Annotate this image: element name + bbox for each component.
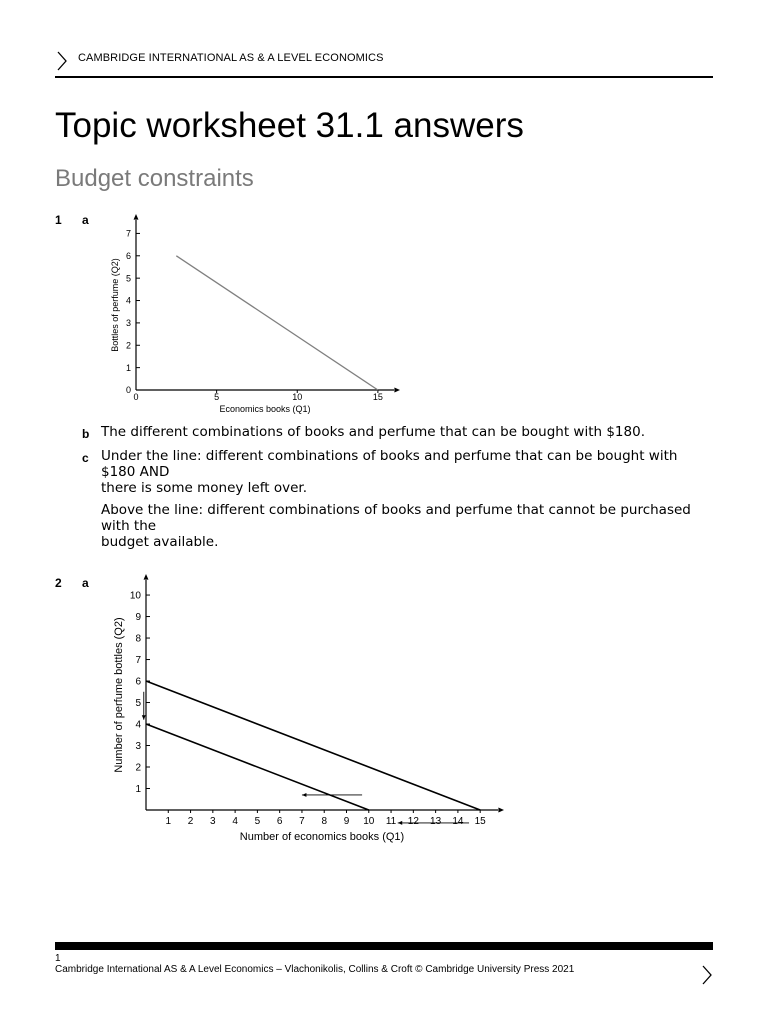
y-tick-label: 8 (135, 633, 141, 645)
budget-line-chart-1 (108, 208, 408, 418)
x-tick-label: 1 (165, 816, 172, 827)
y-axis-label: Number of perfume bottles (Q2) (113, 617, 125, 773)
y-tick-label: 4 (125, 295, 131, 306)
y-tick-label: 1 (135, 784, 141, 796)
x-axis-arrowhead (394, 388, 400, 393)
question-part-label: c (82, 451, 89, 465)
x-tick-label: 6 (276, 816, 283, 827)
shift-arrowhead (398, 821, 402, 825)
y-tick-label: 6 (125, 250, 131, 261)
y-tick-label: 4 (135, 719, 141, 731)
question-part-label: a (82, 576, 89, 590)
footer-copyright: Cambridge International AS & A Level Economics – Vlachonikolis, Collins & Croft © Cambridge University Press 2021 (55, 964, 575, 975)
page-number: 1 (55, 953, 61, 964)
question-part-label: a (82, 213, 89, 227)
x-tick-label: 0 (133, 392, 139, 402)
y-tick-label: 6 (135, 676, 141, 688)
next-page-chevron-icon[interactable] (700, 964, 714, 986)
x-axis-label: Economics books (Q1) (219, 404, 311, 414)
header-divider (55, 76, 713, 78)
x-axis-label: Number of economics books (Q1) (239, 831, 405, 843)
y-tick-label: 9 (135, 612, 141, 624)
x-tick-label: 13 (430, 816, 442, 827)
page-title: Topic worksheet 31.1 answers (55, 106, 524, 145)
question-number: 1 (55, 213, 62, 227)
answer-text: The different combinations of books and perfume that can be bought with $180. (101, 424, 645, 440)
footer-bar (55, 942, 713, 950)
budget-line-chart-2 (108, 574, 528, 854)
y-tick-label: 3 (125, 318, 131, 329)
x-tick-label: 2 (187, 816, 194, 827)
y-tick-label: 7 (125, 228, 131, 239)
x-tick-label: 11 (385, 816, 397, 827)
chart-ticks (126, 229, 383, 402)
y-tick-label: 1 (125, 362, 131, 373)
x-tick-label: 10 (292, 392, 303, 402)
x-tick-label: 5 (254, 816, 261, 827)
x-tick-label: 10 (363, 816, 375, 827)
y-tick-label: 10 (129, 590, 141, 602)
x-tick-label: 12 (407, 816, 419, 827)
x-tick-label: 8 (321, 816, 328, 827)
answer-paragraph: Under the line: different combinations of books and perfume that can be bought with $180 AND there is some money left over. (101, 448, 678, 496)
x-tick-label: 4 (232, 816, 238, 827)
budget-line (146, 724, 369, 810)
x-tick-label: 15 (474, 816, 486, 827)
x-tick-label: 9 (343, 816, 350, 827)
chart-axes (144, 574, 504, 812)
y-tick-label: 3 (135, 741, 141, 753)
chart-annotations (142, 692, 469, 825)
y-tick-label: 2 (125, 340, 131, 351)
question-number: 2 (55, 576, 62, 590)
y-axis-arrowhead (134, 214, 139, 220)
x-tick-label: 3 (210, 816, 216, 827)
chevron-right-icon (55, 50, 69, 72)
y-tick-label: 5 (125, 273, 131, 284)
y-axis-arrowhead (144, 574, 149, 580)
y-axis-label: Bottles of perfume (Q2) (110, 258, 120, 352)
y-tick-label: 7 (135, 655, 141, 667)
question-part-label: b (82, 427, 90, 441)
x-tick-label: 5 (214, 392, 220, 402)
chart-series (146, 681, 480, 810)
running-header: CAMBRIDGE INTERNATIONAL AS & A LEVEL ECONOMICS (78, 52, 384, 64)
x-tick-label: 14 (452, 816, 464, 827)
budget-line (146, 681, 480, 810)
chart-axes (134, 214, 400, 392)
y-tick-label: 5 (135, 698, 141, 710)
answer-paragraph: Above the line: different combinations of books and perfume that cannot be purchased with the budget available. (101, 502, 691, 550)
x-tick-label: 15 (372, 392, 383, 402)
x-axis-arrowhead (498, 808, 504, 813)
y-tick-label: 0 (125, 385, 131, 396)
shift-arrowhead (142, 715, 146, 719)
chart-series (176, 256, 378, 390)
shift-arrowhead (302, 793, 306, 797)
budget-line (176, 256, 378, 390)
y-tick-label: 2 (135, 762, 141, 774)
x-tick-label: 7 (299, 816, 305, 827)
page-subtitle: Budget constraints (55, 165, 254, 192)
